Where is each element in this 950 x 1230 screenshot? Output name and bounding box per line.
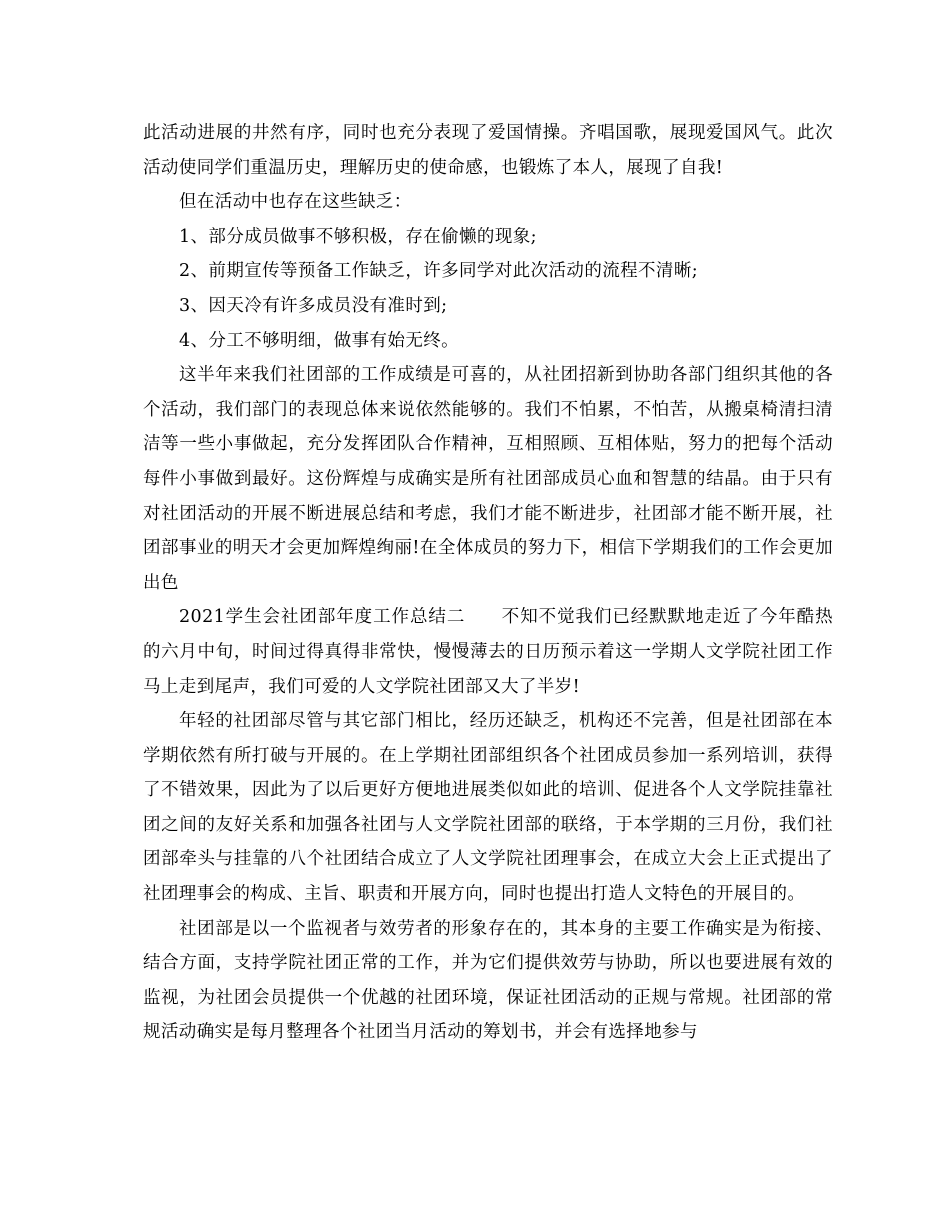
section-intro-text: 不知不觉我们已经默默地走近了今年酷热的六月中旬，时间过得真得非常快，慢慢薄去的日历预示着这一学期人文学院社团工作马上走到尾声，我们可爱的人文学院社团部又大了半岁! — [143, 607, 834, 697]
document-page — [143, 116, 833, 1050]
body-paragraph: 年轻的社团部尽管与其它部门相比，经历还缺乏，机构还不完善，但是社团部在本学期依然有所打破与开展的。在上学期社团部组织各个社团成员参加一系列培训，获得了不错效果，因此为了以后更好方便地进展类似如此的培训、促进各个人文学院挂靠社团之间的友好关系和加强各社团与人文学院社团部的联络，于本学期的三月份，我们社团部牵头与挂靠的八个社团结合成立了人文学院社团理事会，在成立大会上正式提出了社团理事会的构成、主旨、职责和开展方向，同时也提出打造人文特色的开展目的。 — [143, 711, 833, 905]
list-item: 2、前期宣传等预备工作缺乏，许多同学对此次活动的流程不清晰; — [179, 261, 699, 282]
body-paragraph: 这半年来我们社团部的工作成绩是可喜的，从社团招新到协助各部门组织其他的各个活动，我们部门的表现总体来说依然能够的。我们不怕累，不怕苦，从搬桌椅清扫清洁等一些小事做起，充分发挥团队合作精神，互相照顾、互相体贴，努力的把每个活动每件小事做到最好。这份辉煌与成确实是所有社团部成员心血和智慧的结晶。由于只有对社团活动的开展不断进展总结和考虑，我们才能不断进步，社团部才能不断开展，社团部事业的明天才会更加辉煌绚丽!在全体成员的努力下，相信下学期我们的工作会更加出色 — [143, 365, 833, 593]
list-item: 3、因天冷有许多成员没有准时到; — [179, 295, 448, 316]
body-paragraph: 社团部是以一个监视者与效劳者的形象存在的，其本身的主要工作确实是为衔接、结合方面，支持学院社团正常的工作，并为它们提供效劳与协助，所以也要进展有效的监视，为社团会员提供一个优越的社团环境，保证社团活动的正规与常规。社团部的常规活动确实是每月整理各个社团当月活动的筹划书，并会有选择地参与 — [143, 918, 833, 1043]
list-item: 4、分工不够明细，做事有始无终。 — [179, 330, 460, 351]
body-paragraph: 此活动进展的井然有序，同时也充分表现了爱国情操。齐唱国歌，展现爱国风气。此次活动使同学们重温历史，理解历史的使命感，也锻炼了本人，展现了自我! — [143, 123, 833, 178]
list-item: 1、部分成员做事不够积极，存在偷懒的现象; — [179, 226, 537, 247]
body-paragraph: 但在活动中也存在这些缺乏： — [179, 192, 412, 213]
section-paragraph — [143, 600, 833, 704]
section-title: 2021学生会社团部年度工作总结二 — [179, 607, 466, 628]
